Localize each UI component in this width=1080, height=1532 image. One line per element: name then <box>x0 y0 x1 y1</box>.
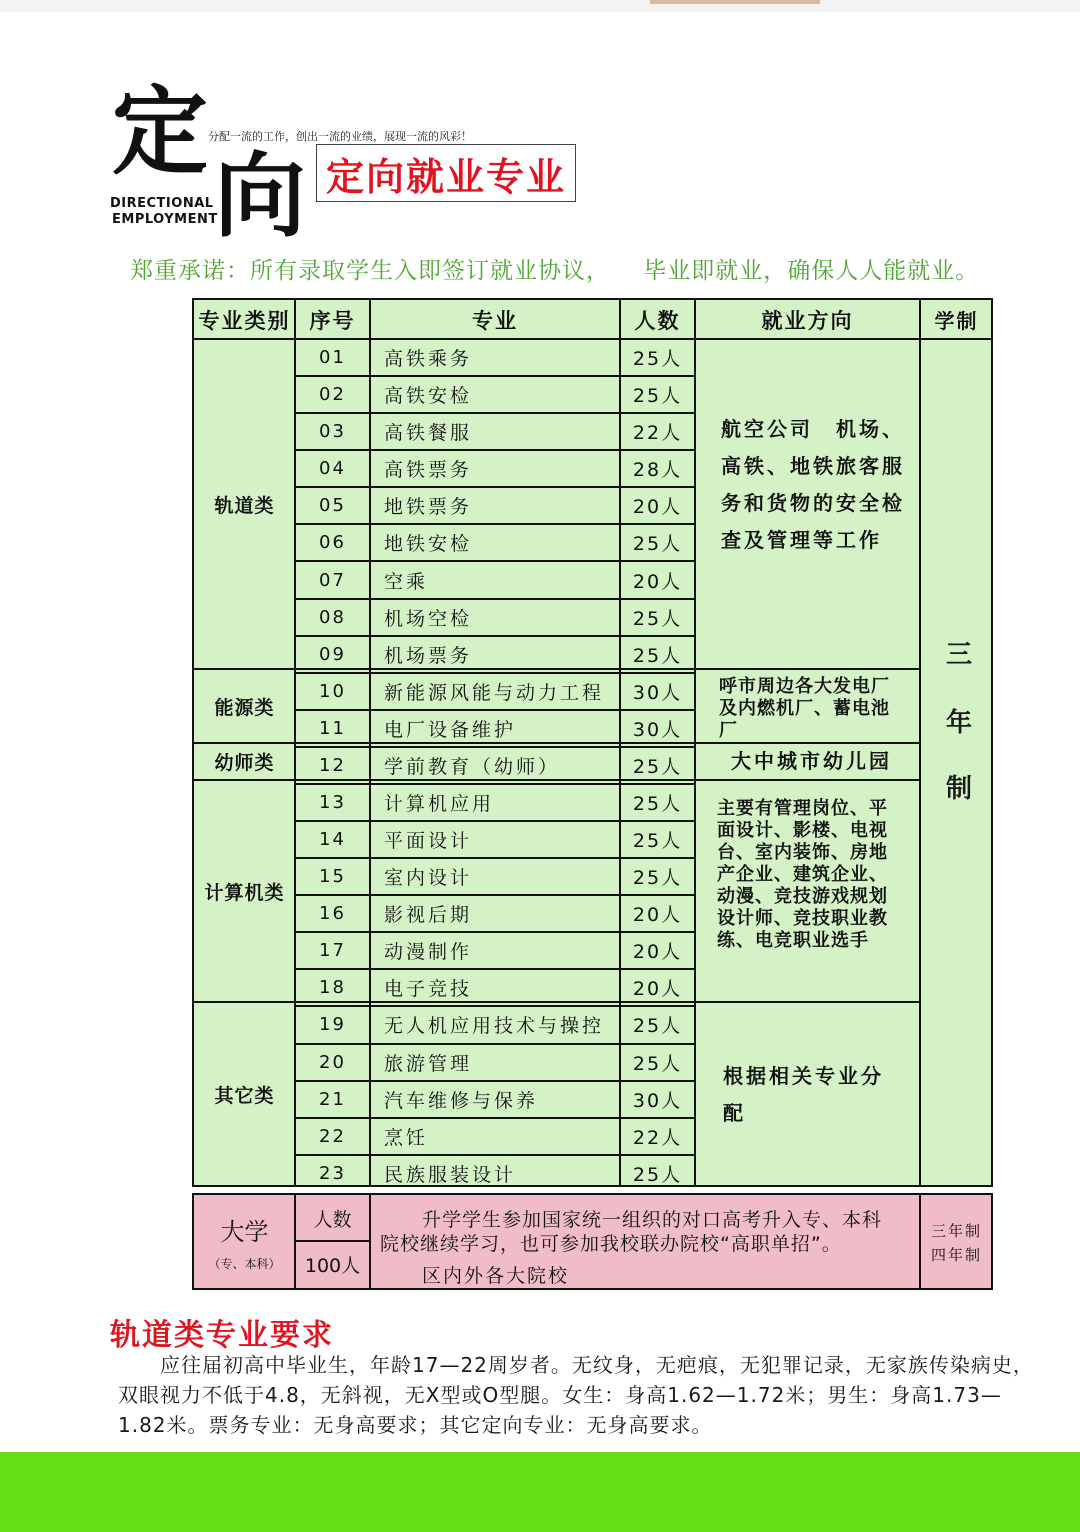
uhline-count <box>295 1240 370 1242</box>
row-number: 13 <box>319 791 346 813</box>
row-divider <box>295 486 695 488</box>
university-duration-1: 三年制 <box>930 1221 982 1240</box>
row-divider <box>295 783 695 785</box>
hline-energy-end <box>194 742 920 744</box>
logo-en-line-2: EMPLOYMENT <box>112 212 218 227</box>
row-number: 17 <box>319 940 346 962</box>
row-major: 学前教育（幼师） <box>384 755 561 778</box>
logo-en-line-1: DIRECTIONAL <box>110 196 214 211</box>
row-major: 计算机应用 <box>384 792 495 815</box>
row-major: 无人机应用技术与操控 <box>384 1015 605 1038</box>
row-number: 18 <box>319 977 346 999</box>
hline-header <box>194 338 993 340</box>
row-major: 高铁安检 <box>384 385 473 408</box>
row-divider <box>295 412 695 414</box>
page-title-box <box>316 144 576 202</box>
row-count: 25人 <box>632 607 683 630</box>
row-major: 机场票务 <box>384 644 473 667</box>
row-count: 25人 <box>632 644 683 667</box>
row-divider <box>295 820 695 822</box>
header-count: 人数 <box>634 308 681 333</box>
uvline-3 <box>919 1195 921 1288</box>
row-count: 25人 <box>632 792 683 815</box>
row-number: 19 <box>319 1014 346 1036</box>
row-number: 06 <box>319 532 346 554</box>
row-major: 民族服装设计 <box>384 1163 517 1186</box>
row-number: 03 <box>319 421 346 443</box>
row-divider <box>295 857 695 859</box>
row-count: 30人 <box>632 718 683 741</box>
university-count: 100人 <box>304 1255 361 1277</box>
row-divider <box>295 672 695 674</box>
row-count: 20人 <box>632 941 683 964</box>
promise-text: 郑重承诺：所有录取学生入即签订就业协议， 毕业即就业，确保人人能就业。 <box>130 258 980 284</box>
row-divider <box>295 968 695 970</box>
row-number: 07 <box>319 569 346 591</box>
logo-char-xiang: 向 <box>214 142 307 250</box>
row-divider <box>295 746 695 748</box>
row-count: 25人 <box>632 755 683 778</box>
row-count: 28人 <box>632 459 683 482</box>
row-major: 地铁票务 <box>384 496 473 519</box>
row-count: 30人 <box>632 681 683 704</box>
row-major: 机场空检 <box>384 607 473 630</box>
direction-rail: 航空公司 机场、高铁、地铁旅客服务和货物的安全检查及管理等工作 <box>721 417 905 552</box>
category-rail: 轨道类 <box>214 494 275 517</box>
row-major: 平面设计 <box>384 830 473 853</box>
university-cell <box>194 1195 295 1288</box>
row-number: 04 <box>319 458 346 480</box>
row-number: 14 <box>319 829 346 851</box>
row-divider <box>295 560 695 562</box>
header-number: 序号 <box>309 308 356 333</box>
row-count: 25人 <box>632 1052 683 1075</box>
row-major: 旅游管理 <box>384 1052 473 1075</box>
row-major: 电子竞技 <box>384 978 473 1001</box>
category-computer: 计算机类 <box>204 881 285 904</box>
direction-computer: 主要有管理岗位、平面设计、影楼、电视台、室内装饰、房地产企业、建筑企业、动漫、竞技游戏规划设计师、竞技职业教练、电竞职业选手 <box>717 798 888 951</box>
row-divider <box>295 931 695 933</box>
row-divider <box>295 449 695 451</box>
header-direction: 就业方向 <box>761 308 854 333</box>
row-divider <box>295 1005 695 1007</box>
page-title: 定向就业专业 <box>325 154 566 199</box>
university-subtitle: （专、本科） <box>208 1256 281 1271</box>
row-number: 11 <box>319 717 346 739</box>
university-count-label: 人数 <box>313 1208 352 1231</box>
row-count: 25人 <box>632 385 683 408</box>
row-count: 20人 <box>632 570 683 593</box>
row-number: 16 <box>319 903 346 925</box>
duration-char-2: 年 <box>946 708 973 738</box>
row-divider <box>295 635 695 637</box>
row-divider <box>295 894 695 896</box>
row-count: 30人 <box>632 1089 683 1112</box>
direction-energy: 呼市周边各大发电厂及内燃机厂、蓄电池厂 <box>719 676 890 741</box>
university-table <box>192 1193 993 1290</box>
category-energy: 能源类 <box>214 696 275 719</box>
row-number: 02 <box>319 384 346 406</box>
row-count: 25人 <box>632 830 683 853</box>
row-number: 20 <box>319 1051 346 1073</box>
row-divider <box>295 1080 695 1082</box>
category-other: 其它类 <box>214 1085 275 1107</box>
row-divider <box>295 1117 695 1119</box>
duration-char-1: 三 <box>946 640 973 670</box>
university-desc-3: 区内外各大院校 <box>422 1264 570 1287</box>
row-number: 15 <box>319 866 346 888</box>
row-count: 25人 <box>632 533 683 556</box>
category-preschool: 幼师类 <box>214 752 275 774</box>
row-number: 08 <box>319 606 346 628</box>
row-count: 25人 <box>632 1163 683 1186</box>
row-divider <box>295 1043 695 1045</box>
row-number: 01 <box>319 347 346 369</box>
logo-english <box>110 196 218 228</box>
row-major: 高铁乘务 <box>384 348 473 371</box>
row-divider <box>295 523 695 525</box>
row-divider <box>295 375 695 377</box>
top-strip <box>0 0 1080 12</box>
hline-rail-end <box>194 668 920 670</box>
hline-preschool-end <box>194 779 920 781</box>
row-major: 影视后期 <box>384 904 473 927</box>
header-category: 专业类别 <box>198 308 291 333</box>
row-number: 10 <box>319 680 346 702</box>
row-number: 09 <box>319 643 346 665</box>
row-count: 25人 <box>632 867 683 890</box>
requirements-title: 轨道类专业要求 <box>110 1318 334 1353</box>
row-number: 22 <box>319 1125 346 1147</box>
row-major: 新能源风能与动力工程 <box>384 681 605 704</box>
slogan: 分配一流的工作，创出一流的业绩，展现一流的风彩！ <box>208 130 472 143</box>
row-number: 12 <box>319 754 346 776</box>
direction-other: 根据相关专业分配 <box>723 1063 884 1125</box>
university-duration-2: 四年制 <box>930 1245 982 1264</box>
row-divider <box>295 1154 695 1156</box>
duration-char-3: 制 <box>946 774 973 804</box>
requirements-text <box>118 1350 1038 1440</box>
header-major: 专业 <box>472 308 518 333</box>
row-number: 23 <box>319 1162 346 1184</box>
row-major: 烹饪 <box>384 1126 429 1149</box>
row-major: 地铁安检 <box>384 533 473 556</box>
row-count: 22人 <box>632 1126 683 1149</box>
row-count: 25人 <box>632 1015 683 1038</box>
row-major: 动漫制作 <box>384 941 473 964</box>
row-major: 高铁餐服 <box>384 422 473 445</box>
row-count: 20人 <box>632 496 683 519</box>
row-major: 汽车维修与保养 <box>384 1089 539 1112</box>
logo-char-ding: 定 <box>112 75 208 188</box>
row-count: 22人 <box>632 422 683 445</box>
direction-preschool: 大中城市幼儿园 <box>731 749 892 773</box>
row-count: 25人 <box>632 348 683 371</box>
hline-computer-end <box>194 1001 920 1003</box>
university-title: 大学 <box>220 1217 269 1246</box>
majors-table <box>192 298 993 1187</box>
row-major: 高铁票务 <box>384 459 473 482</box>
row-number: 21 <box>319 1088 346 1110</box>
row-count: 20人 <box>632 904 683 927</box>
row-major: 空乘 <box>384 570 429 593</box>
bottom-bar <box>0 1452 1080 1532</box>
requirements-paragraph: 应往届初高中毕业生，年龄17—22周岁者。无纹身，无疤痕，无犯罪记录，无家族传染病史，双眼视力不低于4.8，无斜视，无X型或O型腿。女生：身高1.62—1.72米；男生：身高1.73—1.82米。票务专业：无身高要求；其它定向专业：无身高要求。 <box>118 1353 1034 1437</box>
row-divider <box>295 598 695 600</box>
row-number: 05 <box>319 495 346 517</box>
university-desc-2: 院校继续学习，也可参加我校联办院校“高职单招”。 <box>380 1232 842 1255</box>
row-count: 20人 <box>632 978 683 1001</box>
header-duration: 学制 <box>934 309 979 333</box>
top-strip-accent <box>650 0 820 4</box>
university-desc-1: 升学学生参加国家统一组织的对口高考升入专、本科 <box>422 1208 883 1231</box>
row-major: 室内设计 <box>384 867 473 890</box>
row-major: 电厂设备维护 <box>384 718 517 741</box>
row-divider <box>295 709 695 711</box>
